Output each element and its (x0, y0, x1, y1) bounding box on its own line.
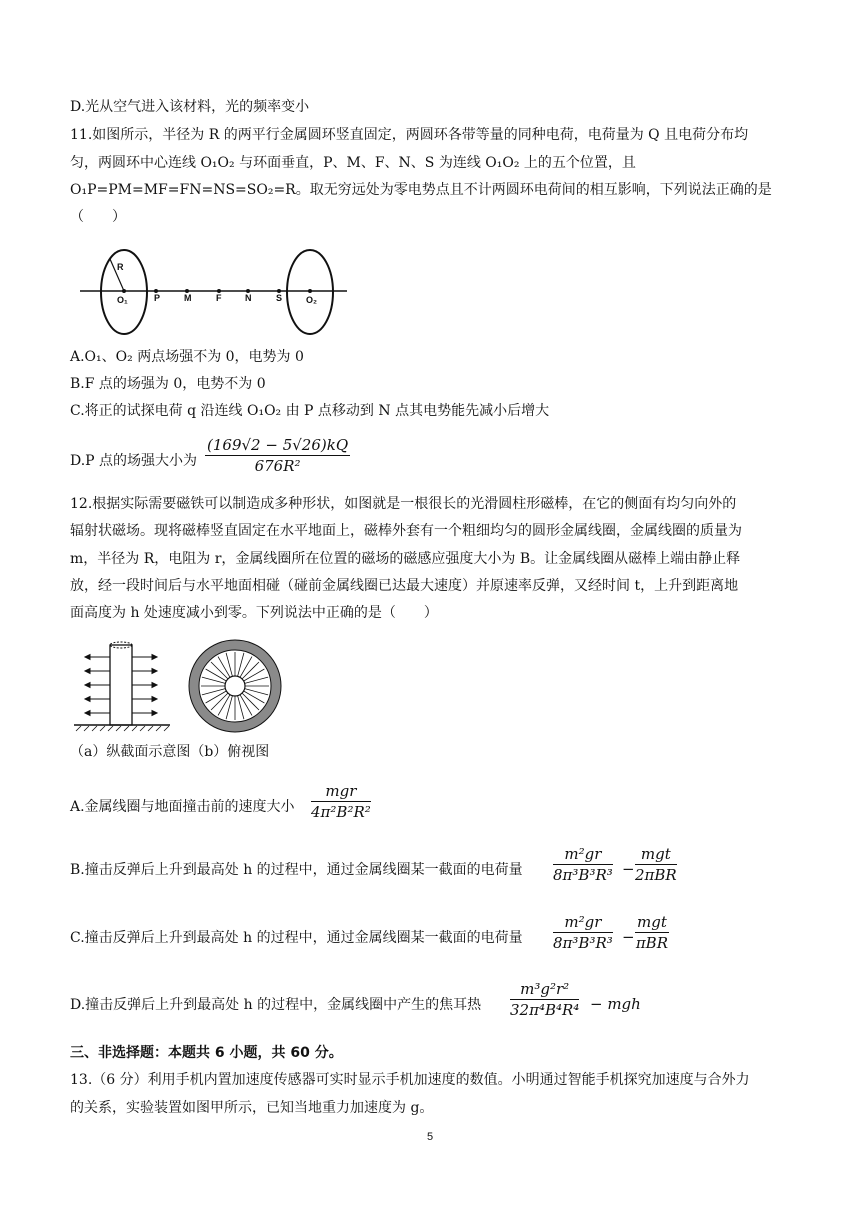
q12-a-fraction (311, 783, 371, 820)
minus-sign: − (622, 860, 635, 878)
fraction-denominator: 8π³B³R³ (553, 934, 613, 952)
q12-figure-caption: （a）纵截面示意图（b）俯视图 (70, 744, 270, 760)
q12-c-fraction-1 (553, 914, 613, 951)
q11-option-b: B.F 点的场强为 0，电势不为 0 (70, 376, 266, 392)
q12-stem-line5: 面高度为 h 处速度减小到零。下列说法中正确的是（ ） (70, 605, 438, 621)
minus-sign: − (622, 928, 635, 946)
fraction-numerator: mgr (311, 783, 371, 802)
page-number: 5 (426, 1131, 434, 1143)
fig11-label-p: P (154, 293, 161, 303)
q12-stem-line3: m，半径为 R，电阻为 r，金属线圈所在位置的磁场的磁感应强度大小为 B。让金属线圈从磁棒上端由静止释 (70, 551, 741, 567)
fraction-denominator: πBR (635, 934, 669, 952)
q11-d-fraction (205, 437, 350, 474)
fraction-denominator: 676R² (254, 457, 301, 475)
q12-figure-b (185, 636, 285, 736)
q11-answer-blank: （ ） (70, 209, 126, 225)
q13-stem-line2: 的关系，实验装置如图甲所示，已知当地重力加速度为 g。 (70, 1100, 434, 1116)
fraction-denominator: 4π²B²R² (311, 803, 371, 821)
section-3-heading: 三、非选择题：本题共 6 小题，共 60 分。 (70, 1045, 343, 1061)
q11-stem-line1: 11.如图所示，半径为 R 的两平行金属圆环竖直固定，两圆环各带等量的同种电荷，电荷量为 Q 且电荷分布均 (70, 127, 749, 143)
q12-figure-a (72, 637, 172, 735)
q12-c-fraction-2 (635, 914, 669, 951)
q12-option-c: C.撞击反弹后上升到最高处 h 的过程中，通过金属线圈某一截面的电荷量 (70, 930, 523, 946)
fraction-denominator: 32π⁴B⁴R⁴ (510, 1001, 580, 1019)
q11-option-a: A.O₁、O₂ 两点场强不为 0，电势为 0 (70, 349, 304, 365)
fraction-numerator: mgt (637, 913, 667, 931)
fig11-label-n: N (245, 293, 252, 303)
fraction-numerator: m²gr (553, 914, 613, 933)
q10-option-d: D.光从空气进入该材料，光的频率变小 (70, 99, 310, 115)
fraction-denominator: 8π³B³R³ (553, 866, 613, 884)
fraction-numerator: m³g²r² (510, 981, 579, 1000)
fraction-numerator: m²gr (553, 846, 613, 865)
fig11-label-o1: O₁ (117, 295, 128, 305)
q12-b-fraction-1 (553, 846, 613, 883)
q11-option-d: D.P 点的场强大小为 (70, 453, 198, 469)
fig11-label-s: S (276, 293, 283, 303)
fraction-numerator: mgt (635, 846, 677, 865)
fig11-label-m: M (184, 293, 192, 303)
q11-option-c: C.将正的试探电荷 q 沿连线 O₁O₂ 由 P 点移动到 N 点其电势能先减小后增大 (70, 403, 550, 419)
q12-d-fraction (510, 981, 579, 1018)
q12-option-d: D.撞击反弹后上升到最高处 h 的过程中，金属线圈中产生的焦耳热 (70, 997, 482, 1013)
q12-stem-line4: 放，经一段时间后与水平地面相碰（碰前金属线圈已达最大速度）并原速率反弹，又经时间 t，上升到距离地 (70, 578, 739, 594)
q12-b-fraction-2 (635, 846, 677, 883)
q12-stem-line1: 12.根据实际需要磁铁可以制造成多种形状，如图就是一根很长的光滑圆柱形磁棒，在它的侧面有均匀向外的 (70, 496, 737, 512)
formula-tail: − mgh (590, 995, 641, 1013)
fig11-label-r: R (117, 262, 124, 272)
q12-stem-line2: 辐射状磁场。现将磁棒竖直固定在水平地面上，磁棒外套有一个粗细均匀的圆形金属线圈，金属线圈的质量为 (70, 523, 742, 539)
q13-stem-line1: 13.（6 分）利用手机内置加速度传感器可实时显示手机加速度的数值。小明通过智能手机探究加速度与合外力 (70, 1072, 750, 1088)
fraction-numerator: (169√2 − 5√26)kQ (207, 436, 349, 454)
fig11-label-f: F (216, 293, 222, 303)
q12-option-b: B.撞击反弹后上升到最高处 h 的过程中，通过金属线圈某一截面的电荷量 (70, 862, 523, 878)
q11-ring-figure (75, 245, 375, 355)
q11-stem-line3: O₁P=PM=MF=FN=NS=SO₂=R。取无穷远处为零电势点且不计两圆环电荷间的相互影响，下列说法正确的是 (70, 182, 772, 198)
fig11-label-o2: O₂ (306, 295, 317, 305)
fraction-denominator: 2πBR (635, 866, 677, 884)
q12-option-a: A.金属线圈与地面撞击前的速度大小 (70, 799, 295, 815)
q11-stem-line2: 匀，两圆环中心连线 O₁O₂ 与环面垂直，P、M、F、N、S 为连线 O₁O₂ 上的五个位置，且 (70, 155, 636, 171)
